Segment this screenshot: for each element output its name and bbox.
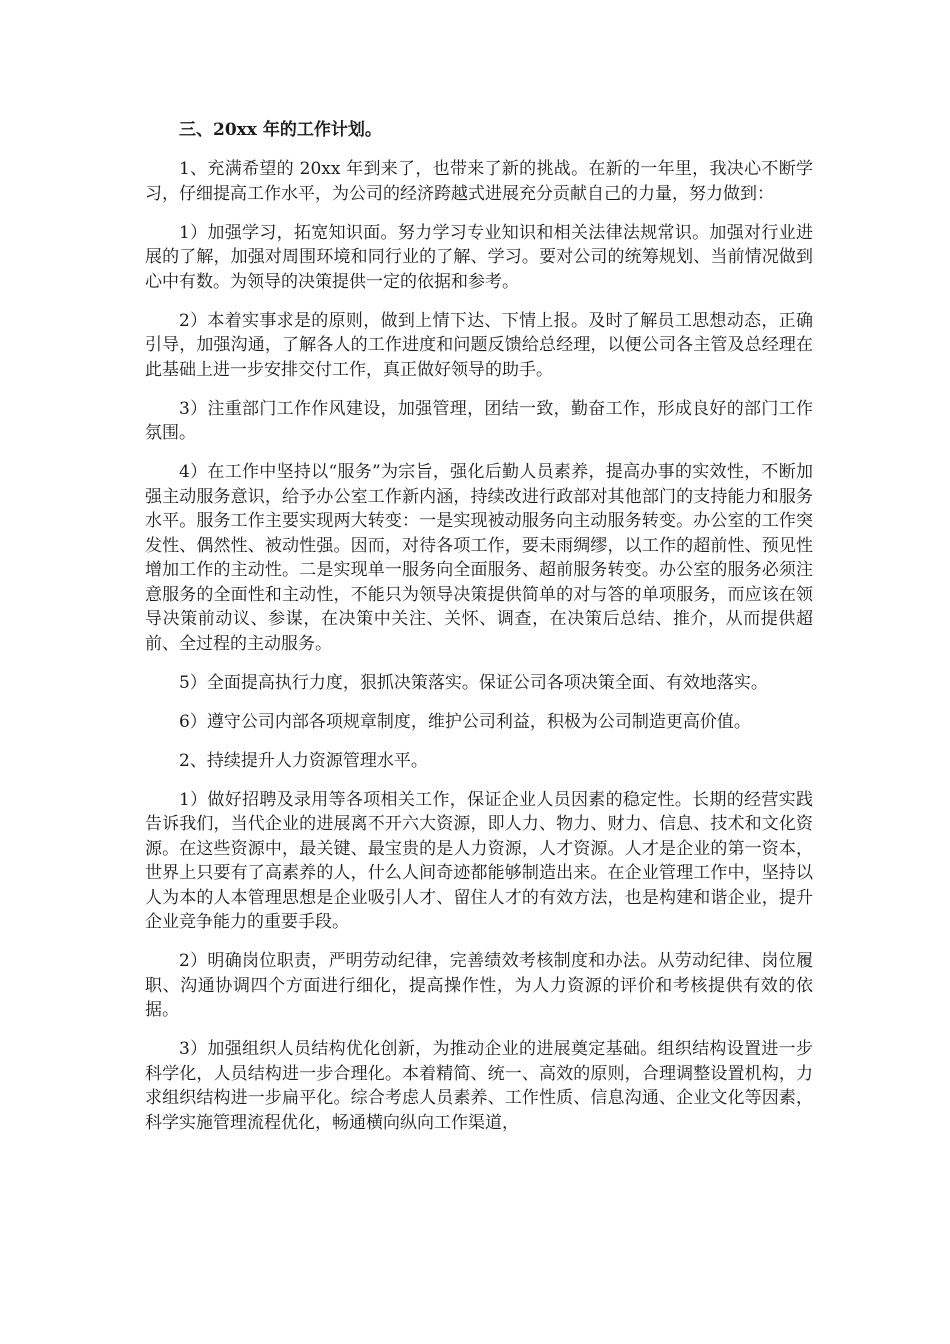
paragraph-recruitment: 1）做好招聘及录用等各项相关工作，保证企业人员因素的稳定性。长期的经营实践告诉我们，当代企业的进展离不开六大资源，即人力、物力、财力、信息、技术和文化资源。在这些资源中，最关键、最宝贵的是人力资源，人才资源。人才是企业的第一资本，世界上只要有了高素养的人，什么人间奇迹都能够制造出来。在企业管理工作中，坚持以人为本的人本管理思想是企业吸引人才、留住人才的有效方法，也是构建和谐企业，提升企业竞争能力的重要手段。 [145, 789, 813, 932]
paragraph-communication: 2）本着实事求是的原则，做到上情下达、下情上报。及时了解员工思想动态，正确引导，加强沟通，了解各人的工作进度和问题反馈给总经理，以便公司各主管及总经理在此基础上进一步安排交付工作，真正做好领导的助手。 [145, 310, 813, 380]
paragraph-execution: 5）全面提高执行力度，狠抓决策落实。保证公司各项决策全面、有效地落实。 [179, 672, 768, 693]
paragraph-study: 1）加强学习，拓宽知识面。努力学习专业知识和相关法律法规常识。加强对行业进展的了解，加强对周围环境和同行业的了解、学习。要对公司的统筹规划、当前情况做到心中有数。为领导的决策提供一定的依据和参考。 [145, 222, 813, 292]
paragraph-hr-intro: 2、持续提升人力资源管理水平。 [179, 750, 428, 771]
paragraph-service: 4）在工作中坚持以“服务”为宗旨，强化后勤人员素养，提高办事的实效性，不断加强主动服务意识，给予办公室工作新内涵，持续改进行政部对其他部门的支持能力和服务水平。服务工作主要实现两大转变：一是实现被动服务向主动服务转变。办公室的工作突发性、偶然性、被动性强。因而，对待各项工作，要未雨绸缪，以工作的超前性、预见性增加工作的主动性。二是实现单一服务向全面服务、超前服务转变。办公室的服务必须注意服务的全面性和主动性，不能只为领导决策提供简单的对与答的单项服务，而应该在领导决策前动议、参谋，在决策中关注、关怀、调查，在决策后总结、推介，从而提供超前、全过程的主动服务。 [145, 462, 813, 654]
document-page [145, 118, 813, 1150]
paragraph-work-style: 3）注重部门工作作风建设，加强管理，团结一致，勤奋工作，形成良好的部门工作氛围。 [145, 398, 813, 443]
paragraph-job-duties: 2）明确岗位职责，严明劳动纪律，完善绩效考核制度和办法。从劳动纪律、岗位履职、沟通协调四个方面进行细化，提高操作性，为人力资源的评价和考核提供有效的依据。 [145, 951, 813, 1020]
paragraph-rules: 6）遵守公司内部各项规章制度，维护公司利益，积极为公司制造更高价值。 [179, 711, 751, 732]
section-heading: 三、20xx 年的工作计划。 [179, 120, 382, 140]
paragraph-structure: 3）加强组织人员结构优化创新，为推动企业的进展奠定基础。组织结构设置进一步科学化，人员结构进一步合理化。本着精简、统一、高效的原则，合理调整设置机构，力求组织结构进一步扁平化。综合考虑人员素养、工作性质、信息沟通、企业文化等因素，科学实施管理流程优化，畅通横向纵向工作渠道， [145, 1039, 813, 1133]
paragraph-goal-intro: 1、充满希望的 20xx 年到来了，也带来了新的挑战。在新的一年里，我决心不断学习，仔细提高工作水平，为公司的经济跨越式进展充分贡献自己的力量，努力做到： [145, 159, 813, 204]
